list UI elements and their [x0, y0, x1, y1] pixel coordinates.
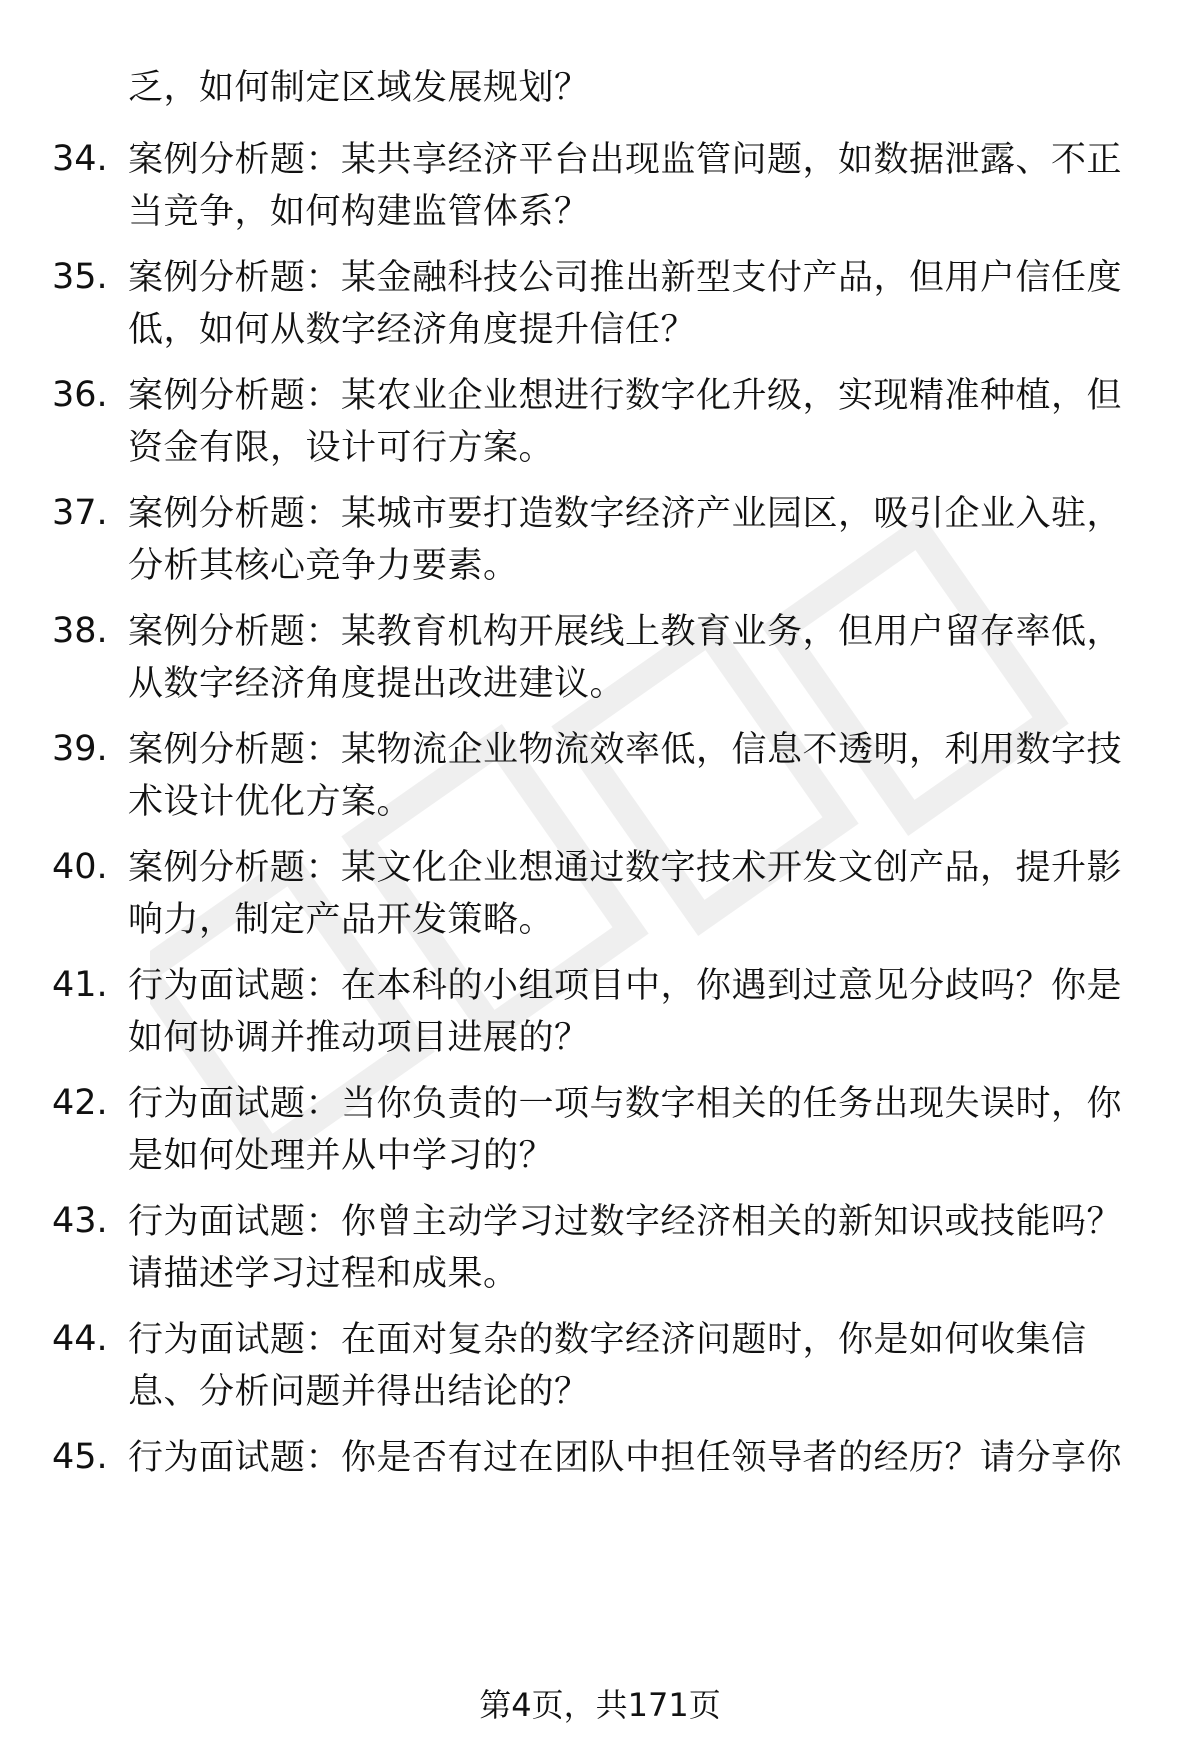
- item-text: 乏，如何制定区域发展规划？: [128, 68, 590, 108]
- item-number: 35.: [52, 257, 108, 297]
- item-number: 44.: [52, 1319, 108, 1359]
- item-text: 案例分析题：某金融科技公司推出新型支付产品，但用户信任度低，如何从数字经济角度提升信任？: [128, 258, 1123, 350]
- item-text: 行为面试题：当你负责的一项与数字相关的任务出现失误时，你是如何处理并从中学习的？: [128, 1084, 1123, 1176]
- item-text: 行为面试题：在面对复杂的数字经济问题时，你是如何收集信息、分析问题并得出结论的？: [128, 1320, 1087, 1412]
- item-number: 45.: [52, 1437, 108, 1477]
- item-number: 38.: [52, 611, 108, 651]
- item-number: 43.: [52, 1201, 108, 1241]
- item-text: 案例分析题：某文化企业想通过数字技术开发文创产品，提升影响力，制定产品开发策略。: [128, 848, 1123, 940]
- item-text: 行为面试题：在本科的小组项目中，你遇到过意见分歧吗？你是如何协调并推动项目进展的？: [128, 966, 1123, 1058]
- item-text: 案例分析题：某农业企业想进行数字化升级，实现精准种植，但资金有限，设计可行方案。: [128, 376, 1123, 468]
- item-text: 案例分析题：某物流企业物流效率低，信息不透明，利用数字技术设计优化方案。: [128, 730, 1123, 822]
- item-number: 37.: [52, 493, 108, 533]
- item-number: 41.: [52, 965, 108, 1005]
- item-text: 案例分析题：某城市要打造数字经济产业园区，吸引企业入驻，分析其核心竞争力要素。: [128, 494, 1123, 586]
- item-number: 39.: [52, 729, 108, 769]
- item-number: 42.: [52, 1083, 108, 1123]
- item-text: 案例分析题：某共享经济平台出现监管问题，如数据泄露、不正当竞争，如何构建监管体系？: [128, 140, 1123, 232]
- item-number: 34.: [52, 139, 108, 179]
- item-text: 行为面试题：你是否有过在团队中担任领导者的经历？请分享你: [128, 1438, 1123, 1478]
- item-number: 40.: [52, 847, 108, 887]
- item-text: 案例分析题：某教育机构开展线上教育业务，但用户留存率低，从数字经济角度提出改进建议。: [128, 612, 1123, 704]
- item-text: 行为面试题：你曾主动学习过数字经济相关的新知识或技能吗？请描述学习过程和成果。: [128, 1202, 1123, 1294]
- item-number: 36.: [52, 375, 108, 415]
- page-footer: 第4页，共171页: [479, 1686, 721, 1724]
